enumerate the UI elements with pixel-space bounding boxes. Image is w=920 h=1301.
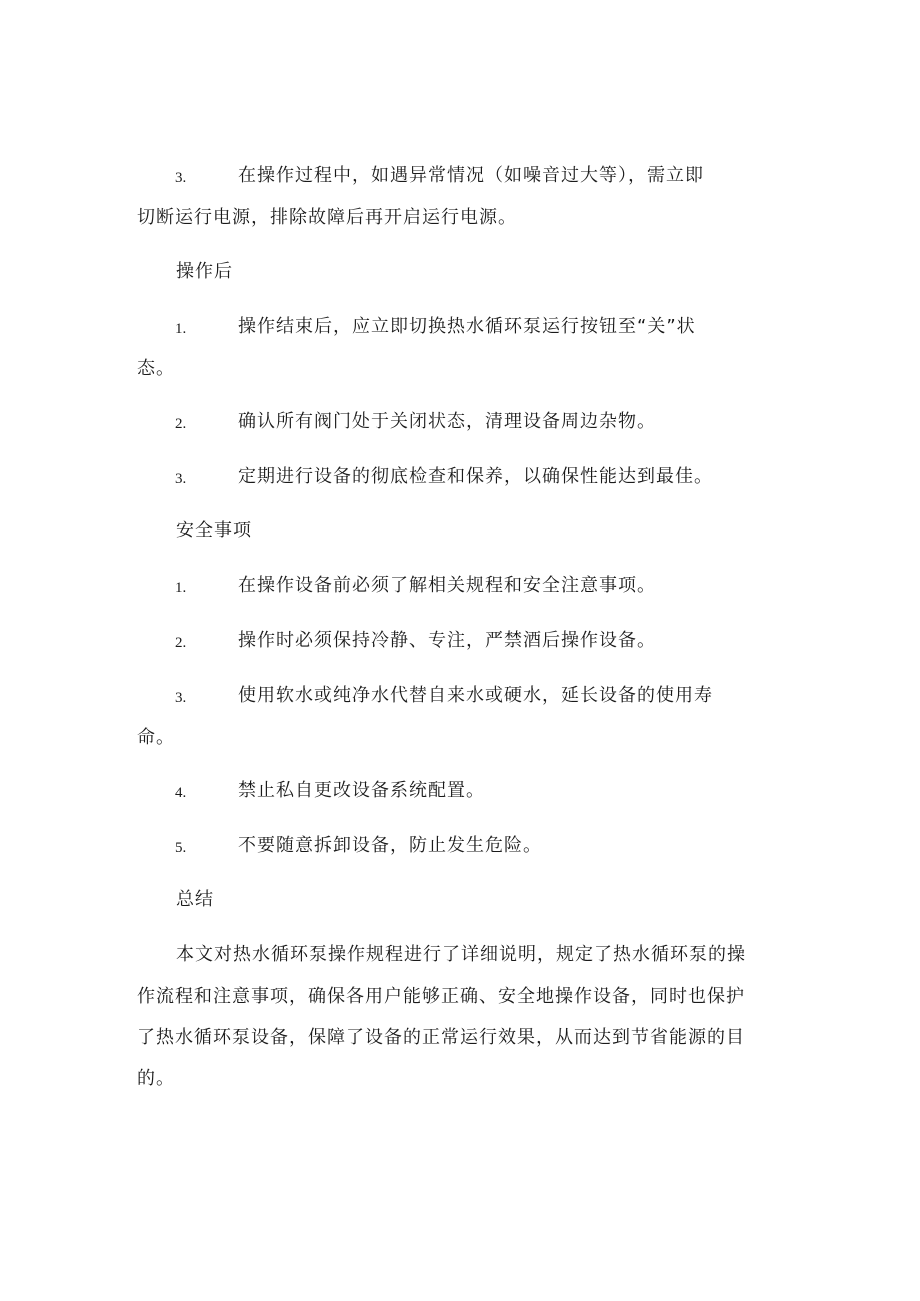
list-item-text: 确认所有阀门处于关闭状态，清理设备周边杂物。 <box>238 411 656 432</box>
list-number: 3. <box>175 170 187 186</box>
summary-line: 了热水循环泵设备，保障了设备的正常运行效果，从而达到节省能源的目 <box>137 1027 745 1048</box>
summary-line: 本文对热水循环泵操作规程进行了详细说明，规定了热水循环泵的操 <box>176 944 746 965</box>
list-number: 2. <box>175 635 187 651</box>
section-heading-after-operation: 操作后 <box>176 261 233 282</box>
summary-line: 的。 <box>137 1068 175 1089</box>
summary-line: 作流程和注意事项，确保各用户能够正确、安全地操作设备，同时也保护 <box>137 986 745 1007</box>
list-number: 1. <box>175 321 187 337</box>
list-item-text: 操作时必须保持冷静、专注，严禁酒后操作设备。 <box>238 630 656 651</box>
section-heading-summary: 总结 <box>176 889 214 910</box>
list-number: 3. <box>175 471 187 487</box>
section-heading-safety: 安全事项 <box>176 520 252 541</box>
list-item-continuation: 切断运行电源，排除故障后再开启运行电源。 <box>137 207 517 228</box>
list-item-continuation: 命。 <box>137 727 175 748</box>
list-item-text: 在操作过程中，如遇异常情况（如噪音过大等），需立即 <box>238 165 704 186</box>
list-number: 3. <box>175 690 187 706</box>
list-number: 4. <box>175 785 187 801</box>
list-number: 2. <box>175 416 187 432</box>
list-item-text: 禁止私自更改设备系统配置。 <box>238 780 485 801</box>
list-item-text: 在操作设备前必须了解相关规程和安全注意事项。 <box>238 575 656 596</box>
list-item-text: 操作结束后，应立即切换热水循环泵运行按钮至“关”状 <box>238 316 696 337</box>
list-number: 1. <box>175 580 187 596</box>
list-item-text: 定期进行设备的彻底检查和保养，以确保性能达到最佳。 <box>238 466 713 487</box>
list-number: 5. <box>175 840 187 856</box>
list-item-continuation: 态。 <box>137 358 175 379</box>
list-item-text: 不要随意拆卸设备，防止发生危险。 <box>238 835 542 856</box>
list-item-text: 使用软水或纯净水代替自来水或硬水，延长设备的使用寿 <box>238 685 713 706</box>
